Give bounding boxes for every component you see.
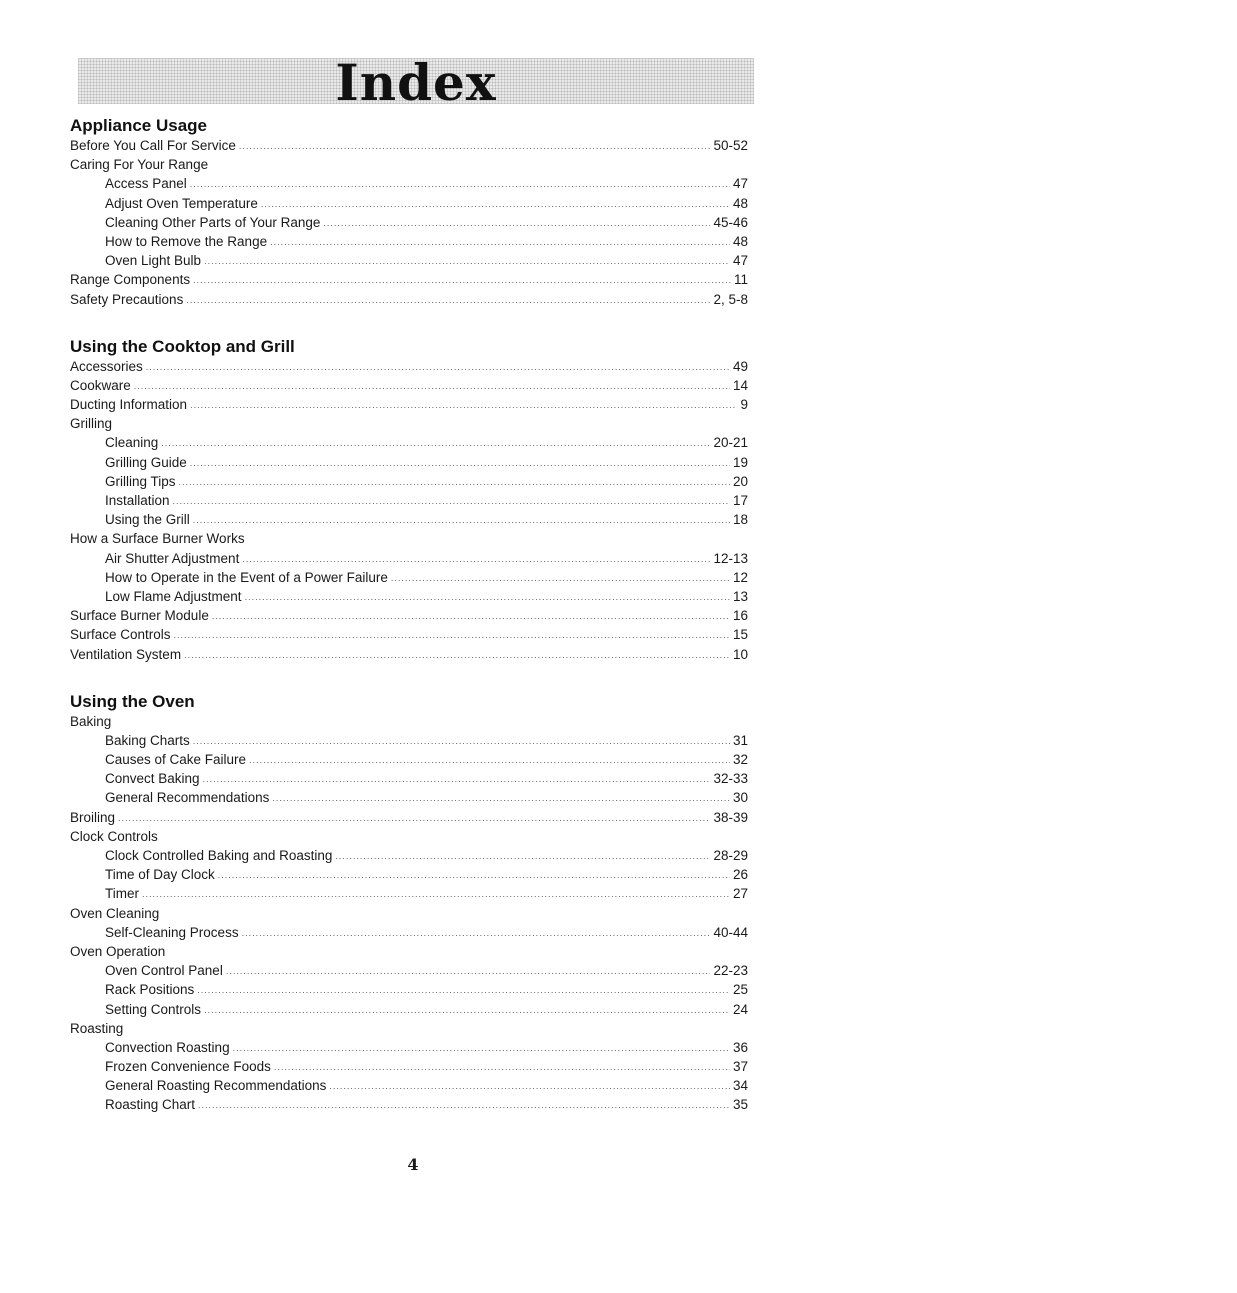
entry-label: Using the Grill: [105, 512, 190, 528]
dot-leader: [212, 607, 730, 626]
entry-page: 49: [732, 358, 748, 374]
index-group-heading: [70, 712, 748, 731]
dot-leader: [335, 847, 710, 866]
entry-page: 38-39: [713, 809, 748, 825]
entry-page: 19: [732, 454, 748, 470]
entry-label: Grilling Tips: [105, 473, 176, 489]
index-section: [70, 690, 748, 1115]
section-title: Using the Cooktop and Grill: [70, 336, 295, 356]
index-entry: [70, 491, 748, 510]
index-group-heading: [70, 942, 748, 961]
dot-leader: [274, 1058, 730, 1077]
index-group-heading: [70, 155, 748, 174]
index-group-heading: [70, 904, 748, 923]
entry-label: How to Operate in the Event of a Power Failure: [105, 569, 388, 585]
index-entry: [70, 865, 748, 884]
entry-label: How a Surface Burner Works: [70, 531, 245, 547]
dot-leader: [146, 358, 730, 377]
index-group-heading: [70, 529, 748, 548]
index-entry: [70, 961, 748, 980]
entry-page: 14: [732, 377, 748, 393]
index-entry: [70, 1095, 748, 1114]
entry-page: 40-44: [713, 924, 748, 940]
entry-label: Low Flame Adjustment: [105, 588, 242, 604]
index-entry: [70, 731, 748, 750]
dot-leader: [190, 454, 730, 473]
entry-page: 32: [732, 752, 748, 768]
dot-leader: [242, 550, 710, 569]
index-entry: [70, 606, 748, 625]
index-content: [70, 114, 748, 1141]
entry-label: Time of Day Clock: [105, 867, 215, 883]
entry-page: 16: [732, 608, 748, 624]
index-entry: [70, 270, 748, 289]
index-entry: [70, 769, 748, 788]
entry-page: 35: [732, 1097, 748, 1113]
index-entry: [70, 587, 748, 606]
index-entry: [70, 357, 748, 376]
entry-page: 18: [732, 512, 748, 528]
index-group-heading: [70, 1019, 748, 1038]
entry-page: 24: [732, 1001, 748, 1017]
dot-leader: [391, 569, 730, 588]
entry-label: Surface Burner Module: [70, 608, 209, 624]
index-entry: [70, 750, 748, 769]
entry-label: Convection Roasting: [105, 1039, 230, 1055]
dot-leader: [323, 214, 710, 233]
index-entry: [70, 376, 748, 395]
entry-page: 12-13: [713, 550, 748, 566]
dot-leader: [193, 732, 730, 751]
entry-label: Oven Cleaning: [70, 905, 160, 921]
dot-leader: [197, 981, 730, 1000]
dot-leader: [204, 1001, 730, 1020]
entry-label: Baking Charts: [105, 732, 190, 748]
index-banner: [78, 53, 754, 112]
entry-label: Baking: [70, 713, 112, 729]
entry-page: 27: [732, 886, 748, 902]
dot-leader: [184, 646, 730, 665]
entry-label: How to Remove the Range: [105, 233, 268, 249]
dot-leader: [190, 396, 737, 415]
dot-leader: [226, 962, 711, 981]
index-entry: [70, 251, 748, 270]
dot-leader: [193, 271, 731, 290]
index-group-heading: [70, 827, 748, 846]
dot-leader: [190, 175, 730, 194]
index-entry: [70, 194, 748, 213]
dot-leader: [179, 473, 730, 492]
index-entry: [70, 980, 748, 999]
entry-page: 45-46: [713, 214, 748, 230]
entry-label: Roasting: [70, 1020, 124, 1036]
entry-page: 20-21: [713, 435, 748, 451]
dot-leader: [134, 377, 730, 396]
entry-page: 32-33: [713, 771, 748, 787]
index-entry: [70, 510, 748, 529]
entry-page: 12: [732, 569, 748, 585]
entry-label: Air Shutter Adjustment: [105, 550, 240, 566]
index-entry: [70, 1038, 748, 1057]
entry-page: 31: [732, 732, 748, 748]
index-entry: [70, 232, 748, 251]
entry-label: Roasting Chart: [105, 1097, 196, 1113]
index-title: Index: [335, 53, 497, 112]
entry-label: General Recommendations: [105, 790, 270, 806]
index-entry: [70, 472, 748, 491]
index-entry: [70, 884, 748, 903]
dot-leader: [261, 195, 730, 214]
entry-label: Broiling: [70, 809, 116, 825]
index-entry: [70, 1057, 748, 1076]
entry-page: 2, 5-8: [713, 291, 748, 307]
entry-label: General Roasting Recommendations: [105, 1078, 327, 1094]
index-entry: [70, 213, 748, 232]
dot-leader: [118, 809, 710, 828]
index-group-heading: [70, 414, 748, 433]
dot-leader: [239, 137, 711, 156]
index-entry: [70, 174, 748, 193]
dot-leader: [142, 885, 730, 904]
entry-page: 15: [732, 627, 748, 643]
entry-label: Range Components: [70, 272, 191, 288]
index-entry: [70, 645, 748, 664]
index-entry: [70, 395, 748, 414]
dot-leader: [329, 1077, 730, 1096]
entry-page: 9: [740, 397, 748, 413]
entry-page: 50-52: [713, 138, 748, 153]
entry-label: Caring For Your Range: [70, 157, 209, 173]
dot-leader: [204, 252, 730, 271]
dot-leader: [193, 511, 730, 530]
index-entry: [70, 433, 748, 452]
entry-label: Oven Light Bulb: [105, 253, 202, 269]
entry-label: Grilling Guide: [105, 454, 187, 470]
entry-label: Oven Control Panel: [105, 963, 223, 979]
entry-label: Cleaning: [105, 435, 159, 451]
entry-label: Accessories: [70, 358, 143, 374]
index-entry: [70, 788, 748, 807]
index-entry: [70, 290, 748, 309]
index-section: [70, 114, 748, 309]
entry-label: Access Panel: [105, 176, 187, 192]
entry-label: Setting Controls: [105, 1001, 202, 1017]
entry-label: Clock Controls: [70, 828, 158, 844]
dot-leader: [198, 1096, 730, 1115]
entry-label: Cookware: [70, 377, 131, 393]
entry-label: Ducting Information: [70, 397, 188, 413]
entry-label: Before You Call For Service: [70, 138, 236, 153]
entry-page: 10: [732, 646, 748, 662]
dot-leader: [245, 588, 730, 607]
dot-leader: [272, 789, 730, 808]
entry-page: 30: [732, 790, 748, 806]
entry-label: Timer: [105, 886, 139, 902]
index-entry: [70, 136, 748, 155]
dot-leader: [242, 924, 711, 943]
entry-page: 47: [732, 253, 748, 269]
dot-leader: [270, 233, 730, 252]
entry-label: Installation: [105, 493, 170, 508]
entry-page: 11: [733, 272, 748, 288]
entry-page: 48: [732, 195, 748, 211]
entry-page: 28-29: [713, 848, 748, 863]
entry-page: 13: [732, 588, 748, 604]
dot-leader: [173, 492, 730, 511]
entry-label: Surface Controls: [70, 627, 171, 643]
entry-page: 20: [732, 473, 748, 489]
entry-label: Adjust Oven Temperature: [105, 195, 258, 211]
entry-page: 37: [732, 1059, 748, 1075]
index-entry: [70, 1000, 748, 1019]
dot-leader: [174, 626, 730, 645]
index-entry: [70, 568, 748, 587]
index-entry: [70, 625, 748, 644]
index-entry: [70, 1076, 748, 1095]
page-number: 4: [407, 1155, 419, 1174]
dot-leader: [249, 751, 730, 770]
entry-label: Safety Precautions: [70, 291, 184, 307]
entry-label: Causes of Cake Failure: [105, 752, 247, 768]
entry-page: 17: [732, 493, 748, 508]
entry-label: Cleaning Other Parts of Your Range: [105, 214, 321, 230]
entry-label: Convect Baking: [105, 771, 200, 787]
entry-label: Ventilation System: [70, 646, 182, 662]
entry-label: Grilling: [70, 416, 113, 432]
index-entry: [70, 549, 748, 568]
index-section: [70, 335, 748, 664]
entry-page: 26: [732, 867, 748, 883]
entry-label: Rack Positions: [105, 982, 195, 998]
dot-leader: [161, 434, 710, 453]
entry-page: 22-23: [713, 963, 748, 979]
section-title: Using the Oven: [70, 691, 195, 711]
entry-page: 47: [732, 176, 748, 192]
entry-page: 25: [732, 982, 748, 998]
index-entry: [70, 923, 748, 942]
entry-page: 48: [732, 233, 748, 249]
index-entry: [70, 453, 748, 472]
entry-label: Self-Cleaning Process: [105, 924, 239, 940]
dot-leader: [233, 1039, 730, 1058]
dot-leader: [203, 770, 711, 789]
index-entry: [70, 808, 748, 827]
entry-label: Clock Controlled Baking and Roasting: [105, 848, 333, 863]
section-title: Appliance Usage: [70, 116, 207, 135]
entry-page: 34: [732, 1078, 748, 1094]
dot-leader: [218, 866, 730, 885]
index-entry: [70, 846, 748, 865]
entry-page: 36: [732, 1039, 748, 1055]
entry-label: Oven Operation: [70, 943, 166, 959]
dot-leader: [186, 291, 710, 310]
entry-label: Frozen Convenience Foods: [105, 1059, 271, 1075]
